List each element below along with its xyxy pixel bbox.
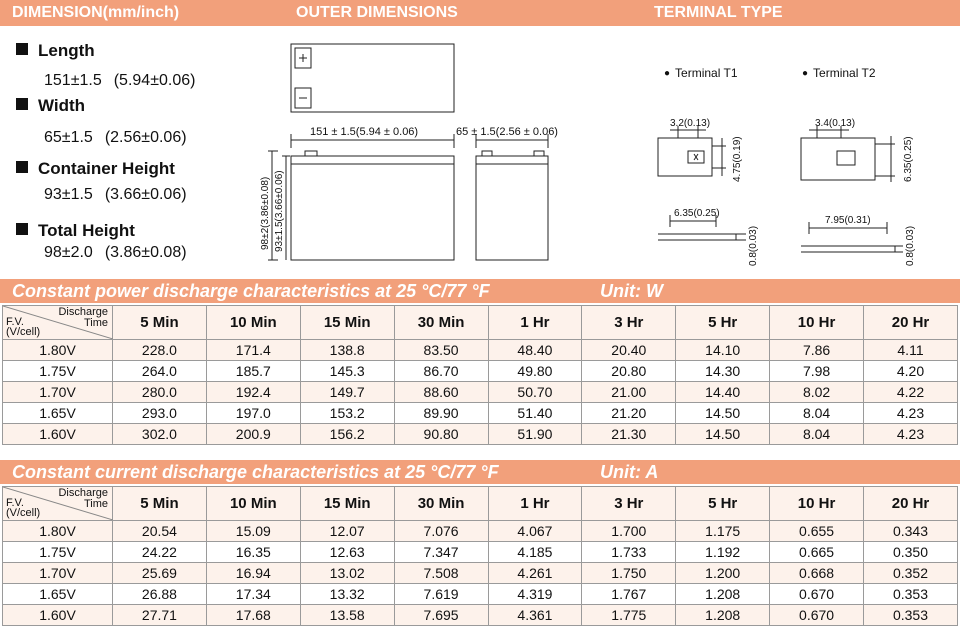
value-cell: 14.40 [676,382,770,403]
current-discharge-title-bar [0,460,960,484]
value-cell: 12.07 [300,521,394,542]
value-cell: 50.70 [488,382,582,403]
table-corner-cell: Discharge Time F.V. (V/cell) [3,487,113,521]
value-cell: 90.80 [394,424,488,445]
value-cell: 264.0 [113,361,207,382]
fv-cell: 1.60V [3,605,113,626]
value-cell: 1.750 [582,563,676,584]
value-cell: 171.4 [206,340,300,361]
value-cell: 51.90 [488,424,582,445]
t1-height-label: 4.75(0.19) [732,136,743,182]
value-cell: 13.58 [300,605,394,626]
total-height-dimension-label: 98±2(3.86±0.08) [260,176,271,250]
table-header-row [3,306,958,340]
value-cell: 27.71 [113,605,207,626]
value-cell: 7.508 [394,563,488,584]
fv-cell: 1.60V [3,424,113,445]
value-cell: 17.68 [206,605,300,626]
value-cell: 25.69 [113,563,207,584]
value-cell: 0.353 [864,605,958,626]
value-cell: 83.50 [394,340,488,361]
table-row [3,542,958,563]
value-cell: 7.619 [394,584,488,605]
column-header: 3 Hr [582,487,676,521]
value-cell: 17.34 [206,584,300,605]
column-header: 30 Min [394,487,488,521]
front-view-outline [291,156,454,260]
value-cell: 8.04 [770,403,864,424]
value-cell: 16.35 [206,542,300,563]
column-header: 5 Min [113,487,207,521]
value-cell: 15.09 [206,521,300,542]
value-cell: 0.343 [864,521,958,542]
value-cell: 1.700 [582,521,676,542]
value-cell: 14.50 [676,403,770,424]
t2-height-label: 6.35(0.25) [903,136,914,182]
value-cell: 192.4 [206,382,300,403]
table-row [3,605,958,626]
dimensions-panel [0,26,960,274]
value-cell: 1.208 [676,584,770,605]
table-row [3,361,958,382]
value-cell: 0.655 [770,521,864,542]
column-header: 30 Min [394,306,488,340]
fv-cell: 1.75V [3,361,113,382]
value-cell: 153.2 [300,403,394,424]
value-cell: 1.200 [676,563,770,584]
value-cell: 13.02 [300,563,394,584]
width-value: 65±1.5 (2.56±0.06) [44,129,187,146]
table-header-row [3,487,958,521]
bullet-square-icon [16,223,28,235]
t1-length-label: 6.35(0.25) [674,208,720,219]
fv-cell: 1.80V [3,340,113,361]
value-cell: 0.668 [770,563,864,584]
value-cell: 200.9 [206,424,300,445]
column-header: 10 Hr [770,306,864,340]
terminal-t1-drawing [650,96,760,266]
value-cell: 7.076 [394,521,488,542]
value-cell: 20.40 [582,340,676,361]
column-header: 10 Min [206,306,300,340]
value-cell: 21.20 [582,403,676,424]
value-cell: 21.30 [582,424,676,445]
length-label: Length [16,41,95,61]
fv-cell: 1.80V [3,521,113,542]
table-row [3,403,958,424]
value-cell: 7.347 [394,542,488,563]
length-dimension-label: 151 ± 1.5(5.94 ± 0.06) [310,126,419,138]
container-height-value: 93±1.5 (3.66±0.06) [44,186,187,203]
value-cell: 4.361 [488,605,582,626]
value-cell: 4.11 [864,340,958,361]
t2-width-label: 3.4(0.13) [815,118,856,129]
value-cell: 0.665 [770,542,864,563]
table-row [3,584,958,605]
power-table-unit: Unit: W [600,281,663,301]
total-height-label: Total Height [16,221,135,241]
column-header: 10 Hr [770,487,864,521]
table-row [3,521,958,542]
value-cell: 8.04 [770,424,864,445]
value-cell: 7.695 [394,605,488,626]
table-corner-cell: Discharge Time F.V. (V/cell) [3,306,113,340]
power-table-title: Constant power discharge characteristics at 25 °C/77 °F [12,281,490,301]
value-cell: 4.23 [864,403,958,424]
value-cell: 8.02 [770,382,864,403]
outer-dimensions-drawing [250,34,580,274]
value-cell: 86.70 [394,361,488,382]
value-cell: 14.10 [676,340,770,361]
value-cell: 51.40 [488,403,582,424]
current-table-unit: Unit: A [600,462,659,482]
value-cell: 21.00 [582,382,676,403]
value-cell: 1.775 [582,605,676,626]
value-cell: 156.2 [300,424,394,445]
value-cell: 197.0 [206,403,300,424]
value-cell: 20.54 [113,521,207,542]
table-row [3,340,958,361]
value-cell: 14.30 [676,361,770,382]
column-header: 10 Min [206,487,300,521]
value-cell: 1.175 [676,521,770,542]
value-cell: 7.86 [770,340,864,361]
terminal-type-header: TERMINAL TYPE [654,4,783,21]
length-value: 151±1.5 (5.94±0.06) [44,72,196,89]
value-cell: 26.88 [113,584,207,605]
t1-width-label: 3.2(0.13) [670,118,711,129]
value-cell: 4.23 [864,424,958,445]
table-row [3,382,958,403]
table-row [3,424,958,445]
terminal-t2-drawing [795,96,920,266]
column-header: 1 Hr [488,487,582,521]
value-cell: 0.350 [864,542,958,563]
value-cell: 16.94 [206,563,300,584]
value-cell: 13.32 [300,584,394,605]
column-header: 3 Hr [582,306,676,340]
t2-length-label: 7.95(0.31) [825,215,871,226]
container-height-label: Container Height [16,159,175,179]
value-cell: 1.767 [582,584,676,605]
value-cell: 4.22 [864,382,958,403]
fv-cell: 1.65V [3,584,113,605]
value-cell: 149.7 [300,382,394,403]
value-cell: 1.208 [676,605,770,626]
column-header: 20 Hr [864,306,958,340]
terminal-t2-label: ● Terminal T2 [802,66,876,80]
width-dimension-label: 65 ± 1.5(2.56 ± 0.06) [456,126,558,138]
width-label: Width [16,96,85,116]
container-height-dimension-label: 93±1.5(3.66±0.06) [274,170,285,252]
value-cell: 12.63 [300,542,394,563]
value-cell: 88.60 [394,382,488,403]
column-header: 5 Hr [676,487,770,521]
value-cell: 48.40 [488,340,582,361]
table-row [3,563,958,584]
value-cell: 0.670 [770,605,864,626]
total-height-value: 98±2.0 (3.86±0.08) [44,244,187,261]
value-cell: 302.0 [113,424,207,445]
value-cell: 0.352 [864,563,958,584]
top-view-outline [291,44,454,112]
value-cell: 228.0 [113,340,207,361]
terminal-t1-label: ● Terminal T1 [664,66,738,80]
t2-thickness-label: 0.8(0.03) [905,225,916,266]
value-cell: 185.7 [206,361,300,382]
current-discharge-table [2,486,958,626]
value-cell: 4.067 [488,521,582,542]
value-cell: 20.80 [582,361,676,382]
outer-dimensions-header: OUTER DIMENSIONS [296,4,458,21]
value-cell: 7.98 [770,361,864,382]
side-view-outline [476,156,548,260]
fv-cell: 1.70V [3,563,113,584]
value-cell: 4.319 [488,584,582,605]
value-cell: 0.353 [864,584,958,605]
value-cell: 138.8 [300,340,394,361]
bullet-square-icon [16,98,28,110]
value-cell: 1.733 [582,542,676,563]
fv-cell: 1.65V [3,403,113,424]
value-cell: 145.3 [300,361,394,382]
column-header: 1 Hr [488,306,582,340]
fv-cell: 1.70V [3,382,113,403]
value-cell: 280.0 [113,382,207,403]
top-header-bar [0,0,960,26]
value-cell: 0.670 [770,584,864,605]
column-header: 15 Min [300,306,394,340]
current-table-title: Constant current discharge characteristics at 25 °C/77 °F [12,462,499,482]
value-cell: 4.261 [488,563,582,584]
power-discharge-table [2,305,958,445]
bullet-square-icon [16,161,28,173]
value-cell: 14.50 [676,424,770,445]
power-discharge-title-bar [0,279,960,303]
t1-thickness-label: 0.8(0.03) [748,225,759,266]
column-header: 5 Hr [676,306,770,340]
value-cell: 4.185 [488,542,582,563]
column-header: 20 Hr [864,487,958,521]
column-header: 15 Min [300,487,394,521]
dimension-header: DIMENSION(mm/inch) [12,4,180,21]
value-cell: 49.80 [488,361,582,382]
bullet-square-icon [16,43,28,55]
column-header: 5 Min [113,306,207,340]
value-cell: 293.0 [113,403,207,424]
value-cell: 4.20 [864,361,958,382]
value-cell: 1.192 [676,542,770,563]
value-cell: 89.90 [394,403,488,424]
fv-cell: 1.75V [3,542,113,563]
value-cell: 24.22 [113,542,207,563]
